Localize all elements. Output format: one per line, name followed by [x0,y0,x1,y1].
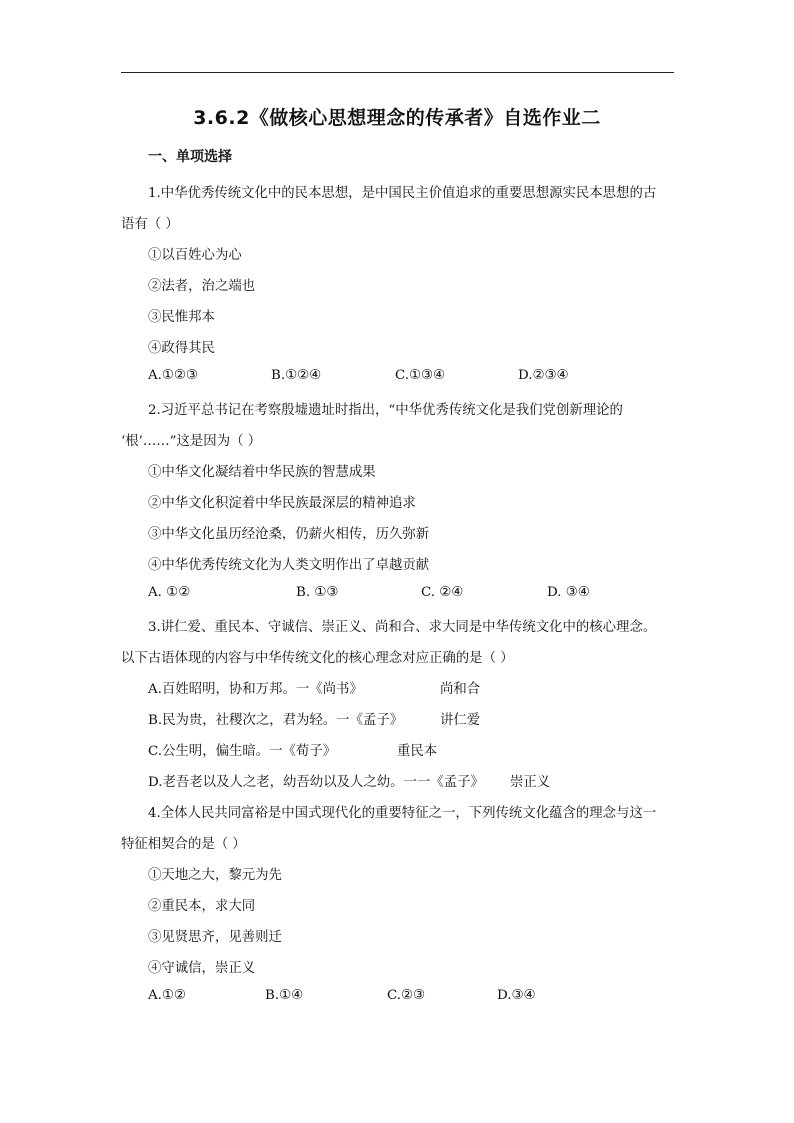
q2-item-4: ④中华优秀传统文化为人类文明作出了卓越贡献 [148,558,430,573]
q4-item-1: ①天地之大，黎元为先 [148,868,282,883]
q3-option-c-concept: 重民本 [397,744,438,759]
q4-item-4: ④守诚信，崇正义 [148,961,256,976]
q2-item-2: ②中华文化积淀着中华民族最深层的精神追求 [148,496,416,511]
q1-option-c[interactable]: C.①③④ [395,368,446,383]
q1-option-a[interactable]: A.①②③ [148,368,198,383]
q1-stem-line-1: 1.中华优秀传统文化中的民本思想，是中国民主价值追求的重要思想源实民本思想的古 [148,186,657,201]
q2-option-b[interactable]: B. ①③ [296,585,339,600]
q4-option-d[interactable]: D.③④ [497,988,536,1003]
q4-item-3: ③见贤思齐，见善则迁 [148,930,282,945]
q2-stem-line-2: ‘根’……”这是因为（ ） [121,434,262,449]
q1-item-1: ①以百姓心为心 [148,248,242,263]
q3-stem-line-1: 3.讲仁爱、重民本、守诚信、崇正义、尚和合、求大同是中华传统文化中的核心理念。 [148,620,657,635]
q2-stem-line-1: 2.习近平总书记在考察殷墟遗址时指出，“中华优秀传统文化是我们党创新理论的 [148,403,623,418]
q4-item-2: ②重民本，求大同 [148,899,256,914]
q1-item-2: ②法者，治之端也 [148,279,256,294]
q4-option-c[interactable]: C.②③ [387,988,426,1003]
q1-item-4: ④政得其民 [148,341,215,356]
q3-option-b-quote[interactable]: B.民为贵，社稷次之，君为轻。一《孟子》 [148,713,404,728]
q3-option-a-quote[interactable]: A.百姓昭明，协和万邦。一《尚书》 [148,682,363,697]
page-title: 3.6.2《做核心思想理念的传承者》自选作业二 [193,107,601,129]
q3-option-d-quote[interactable]: D.老吾老以及人之老，幼吾幼以及人之幼。一一《孟子》 [148,775,484,790]
q1-option-b[interactable]: B.①②④ [271,368,322,383]
q4-stem-line-2: 特征相契合的是（ ） [121,837,246,852]
q2-item-3: ③中华文化虽历经沧桑，仍薪火相传，历久弥新 [148,527,430,542]
q1-option-d[interactable]: D.②③④ [518,368,569,383]
q3-option-d-concept: 崇正义 [510,775,551,790]
q4-option-b[interactable]: B.①④ [265,988,304,1003]
q2-item-1: ①中华文化凝结着中华民族的智慧成果 [148,465,376,480]
q3-option-b-concept: 讲仁爱 [440,713,481,728]
q4-stem-line-1: 4.全体人民共同富裕是中国式现代化的重要特征之一，下列传统文化蕴含的理念与这一 [148,806,657,821]
q2-option-a[interactable]: A. ①② [148,585,191,600]
q1-item-3: ③民惟邦本 [148,310,215,325]
header-rule [121,72,674,73]
q2-option-d[interactable]: D. ③④ [547,585,590,600]
section-heading: 一、单项选择 [148,149,232,165]
q3-option-c-quote[interactable]: C.公生明，偏生暗。一《荀子》 [148,744,337,759]
q3-stem-line-2: 以下古语体现的内容与中华传统文化的核心理念对应正确的是（ ） [121,651,514,666]
q2-option-c[interactable]: C. ②④ [421,585,464,600]
q4-option-a[interactable]: A.①② [148,988,186,1003]
q3-option-a-concept: 尚和合 [440,682,481,697]
q1-stem-line-2: 语有（ ） [121,217,179,232]
